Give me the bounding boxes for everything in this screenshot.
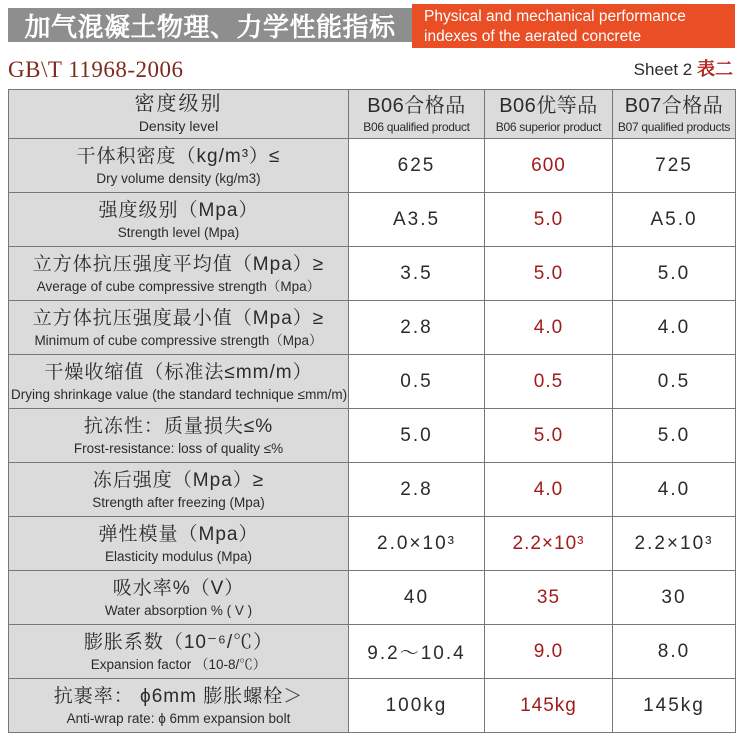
- table-row: [9, 355, 736, 409]
- row-label: [9, 409, 349, 463]
- value-cell: 5.0: [613, 409, 736, 463]
- table-row: [9, 679, 736, 733]
- column-header-b06-superior: [485, 90, 613, 139]
- page-title-english-line1: Physical and mechanical performance: [424, 8, 686, 25]
- row-label: [9, 193, 349, 247]
- table-row: [9, 463, 736, 517]
- value-cell: 145kg: [613, 679, 736, 733]
- table-row: [9, 301, 736, 355]
- value-cell: 725: [613, 139, 736, 193]
- value-cell: 0.5: [349, 355, 485, 409]
- row-label-en: Dry volume density (kg/m3): [96, 170, 261, 186]
- value-cell: 8.0: [613, 625, 736, 679]
- row-label: [9, 679, 349, 733]
- value-cell: 30: [613, 571, 736, 625]
- page-title-english: [412, 4, 735, 48]
- row-label-en: Frost-resistance: loss of quality ≤%: [73, 440, 284, 456]
- value-cell: 2.2×10³: [485, 517, 613, 571]
- value-cell: 4.0: [613, 301, 736, 355]
- column-header-b06-qualified: [349, 90, 485, 139]
- value-cell: 0.5: [613, 355, 736, 409]
- value-cell: 35: [485, 571, 613, 625]
- header-row: [9, 90, 736, 139]
- row-label: [9, 139, 349, 193]
- value-cell: 4.0: [613, 463, 736, 517]
- column-header-zh: B07合格品: [624, 95, 724, 117]
- row-label-zh: 干体积密度（kg/m³）≤: [76, 145, 281, 167]
- sheet-label-en: Sheet 2: [633, 60, 693, 79]
- row-label-en: Strength level (Mpa): [117, 224, 240, 240]
- value-cell: 145kg: [485, 679, 613, 733]
- column-header-b07-qualified: [613, 90, 736, 139]
- value-cell: 5.0: [485, 247, 613, 301]
- column-header-zh: 密度级别: [134, 93, 223, 115]
- row-label: [9, 463, 349, 517]
- value-cell: A3.5: [349, 193, 485, 247]
- row-label-zh: 立方体抗压强度最小值（Mpa）≥: [32, 307, 325, 329]
- row-label-zh: 膨胀系数（10⁻⁶/℃）: [83, 631, 274, 653]
- column-header-zh: B06合格品: [367, 95, 466, 117]
- row-label: [9, 355, 349, 409]
- table-row: [9, 625, 736, 679]
- value-cell: 9.0: [485, 625, 613, 679]
- row-label-zh: 抗裹率： ϕ6mm 膨胀螺栓＞: [53, 685, 304, 707]
- row-label-en: Average of cube compressive strength（Mpa）: [36, 278, 321, 294]
- row-label-zh: 吸水率%（V）: [112, 577, 245, 599]
- page-title-english-line2: indexes of the aerated concrete: [424, 28, 642, 45]
- table-header: [9, 90, 736, 139]
- row-label-en: Expansion factor （10-8/℃）: [90, 656, 267, 672]
- spec-table: [8, 89, 736, 733]
- value-cell: 40: [349, 571, 485, 625]
- title-bar: [8, 4, 735, 48]
- value-cell: 3.5: [349, 247, 485, 301]
- value-cell: 4.0: [485, 301, 613, 355]
- row-label-en: Water absorption % ( V ): [104, 602, 253, 618]
- column-header-zh: B06优等品: [499, 95, 598, 117]
- row-label-en: Strength after freezing (Mpa): [92, 494, 265, 510]
- value-cell: 4.0: [485, 463, 613, 517]
- table-row: [9, 517, 736, 571]
- row-label-zh: 强度级别（Mpa）: [98, 199, 259, 221]
- row-label-zh: 冻后强度（Mpa）≥: [92, 469, 265, 491]
- sheet-label-zh: 表二: [697, 59, 733, 79]
- column-header-density-level: [9, 90, 349, 139]
- value-cell: 5.0: [485, 409, 613, 463]
- value-cell: 2.2×10³: [613, 517, 736, 571]
- row-label: [9, 571, 349, 625]
- row-label: [9, 247, 349, 301]
- value-cell: 2.0×10³: [349, 517, 485, 571]
- table-row: [9, 193, 736, 247]
- row-label-zh: 抗冻性：质量损失≤%: [83, 415, 274, 437]
- value-cell: 5.0: [349, 409, 485, 463]
- value-cell: 5.0: [613, 247, 736, 301]
- table-row: [9, 247, 736, 301]
- row-label-zh: 立方体抗压强度平均值（Mpa）≥: [32, 253, 325, 275]
- row-label-en: Elasticity modulus (Mpa): [104, 548, 253, 564]
- column-header-en: B06 superior product: [495, 120, 602, 134]
- value-cell: A5.0: [613, 193, 736, 247]
- row-label-en: Minimum of cube compressive strength（Mpa）: [34, 332, 323, 348]
- page-title-chinese: 加气混凝土物理、力学性能指标: [8, 8, 412, 42]
- value-cell: 0.5: [485, 355, 613, 409]
- value-cell: 2.8: [349, 301, 485, 355]
- standard-number: GB\T 11968-2006: [8, 57, 184, 82]
- table-row: [9, 409, 736, 463]
- value-cell: 2.8: [349, 463, 485, 517]
- table-body: [9, 139, 736, 733]
- value-cell: 625: [349, 139, 485, 193]
- sheet-label: [634, 55, 733, 83]
- table-row: [9, 139, 736, 193]
- row-label-en: Drying shrinkage value (the standard technique ≤mm/m): [11, 386, 348, 402]
- column-header-en: B06 qualified product: [363, 120, 470, 134]
- row-label-zh: 弹性模量（Mpa）: [98, 523, 259, 545]
- value-cell: 100kg: [349, 679, 485, 733]
- column-header-en: B07 qualified products: [617, 120, 731, 134]
- value-cell: 600: [485, 139, 613, 193]
- value-cell: 9.2～10.4: [349, 625, 485, 679]
- value-cell: 5.0: [485, 193, 613, 247]
- column-header-en: Density level: [138, 118, 219, 134]
- row-label-zh: 干燥收缩值（标准法≤mm/m）: [44, 361, 313, 383]
- row-label: [9, 625, 349, 679]
- table-row: [9, 571, 736, 625]
- row-label: [9, 301, 349, 355]
- row-label-en: Anti-wrap rate: ϕ 6mm expansion bolt: [66, 710, 291, 726]
- standard-row: [8, 55, 735, 83]
- row-label: [9, 517, 349, 571]
